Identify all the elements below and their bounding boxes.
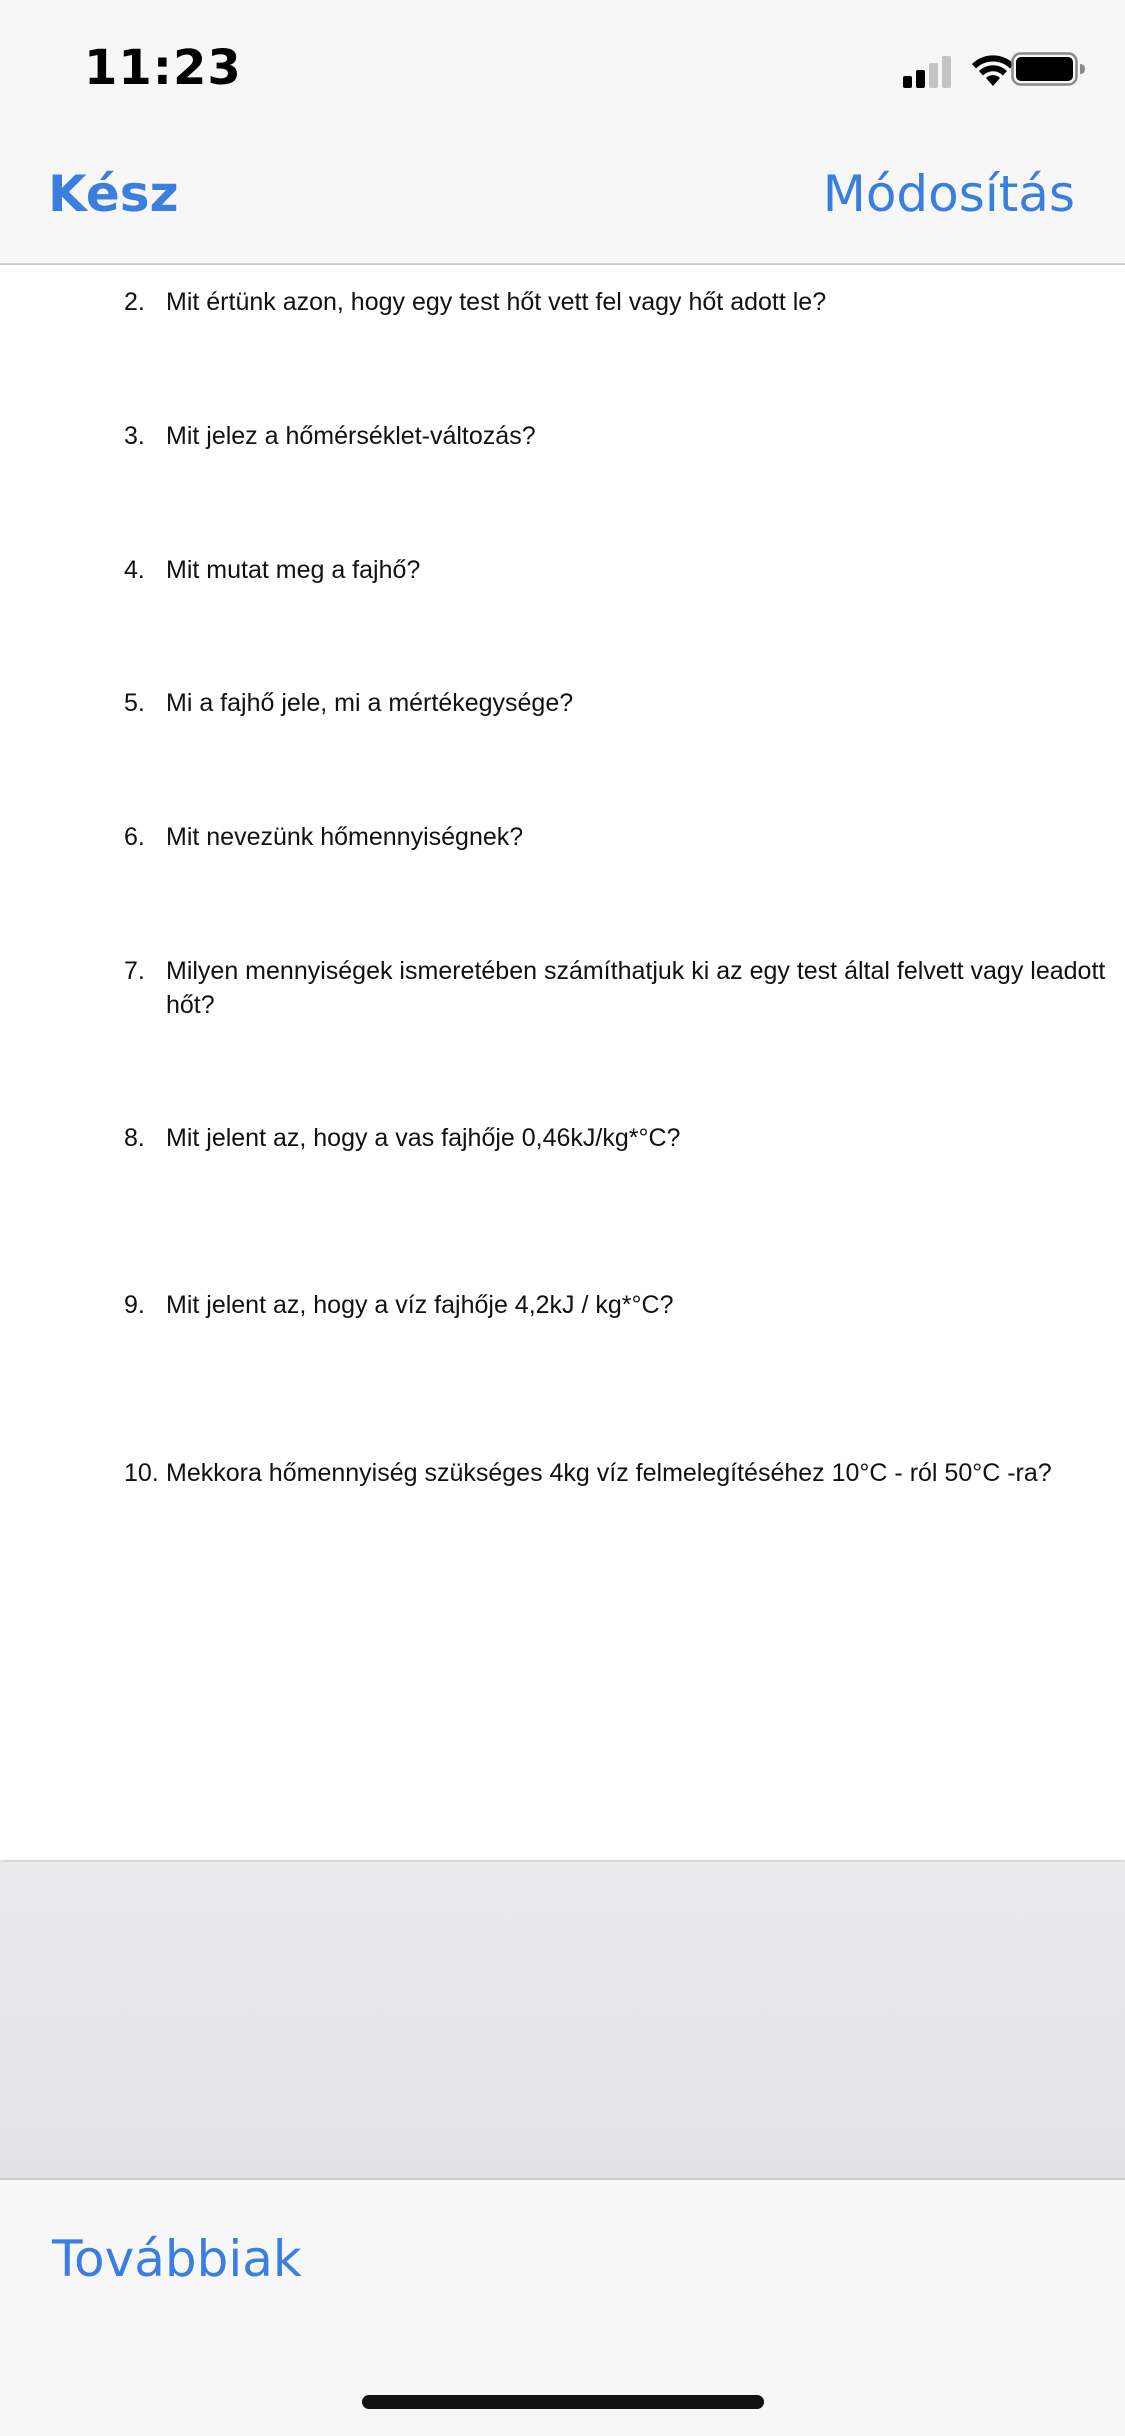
question-item xyxy=(124,1456,1124,1490)
status-icons xyxy=(865,48,1085,92)
more-button[interactable]: Továbbiak xyxy=(52,2230,302,2288)
question-item xyxy=(124,954,1124,1022)
question-number: 6. xyxy=(124,823,145,851)
question-number: 2. xyxy=(124,288,145,316)
question-text: Milyen mennyiségek ismeretében számíthatjuk ki az egy test által felvett vagy leadott hőt? xyxy=(166,957,1106,1019)
question-text: Mit jelent az, hogy a vas fajhője 0,46kJ/kg*°C? xyxy=(166,1124,681,1152)
viewer-background xyxy=(0,1862,1125,2178)
question-item xyxy=(124,1288,1124,1322)
question-text: Mit nevezünk hőmennyiségnek? xyxy=(166,823,524,851)
question-item xyxy=(124,1121,1124,1155)
question-number: 7. xyxy=(124,957,145,985)
question-item xyxy=(124,686,1124,720)
done-button[interactable]: Kész xyxy=(48,165,179,223)
question-text: Mekkora hőmennyiség szükséges 4kg víz felmelegítéséhez 10°C - ról 50°C -ra? xyxy=(166,1459,1052,1487)
question-number: 10. xyxy=(124,1459,159,1487)
question-text: Mit értünk azon, hogy egy test hőt vett fel vagy hőt adott le? xyxy=(166,288,827,316)
question-number: 4. xyxy=(124,556,145,584)
question-item xyxy=(124,419,1124,453)
question-item xyxy=(124,820,1124,854)
question-number: 9. xyxy=(124,1291,145,1319)
question-item xyxy=(124,553,1124,587)
question-text: Mit jelez a hőmérséklet-változás? xyxy=(166,422,536,450)
question-text: Mit jelent az, hogy a víz fajhője 4,2kJ / kg*°C? xyxy=(166,1291,674,1319)
home-indicator[interactable] xyxy=(362,2395,764,2409)
question-text: Mit mutat meg a fajhő? xyxy=(166,556,421,584)
edit-button[interactable]: Módosítás xyxy=(822,165,1075,223)
nav-bar xyxy=(0,135,1125,265)
question-item xyxy=(124,285,1124,319)
question-number: 5. xyxy=(124,689,145,717)
document-page[interactable] xyxy=(0,265,1125,1860)
question-number: 8. xyxy=(124,1124,145,1152)
cellular-signal-icon xyxy=(903,54,955,88)
battery-icon xyxy=(1011,52,1087,88)
question-text: Mi a fajhő jele, mi a mértékegysége? xyxy=(166,689,574,717)
status-time: 11:23 xyxy=(84,40,242,96)
wifi-icon xyxy=(969,52,1017,88)
question-number: 3. xyxy=(124,422,145,450)
status-bar xyxy=(0,0,1125,135)
